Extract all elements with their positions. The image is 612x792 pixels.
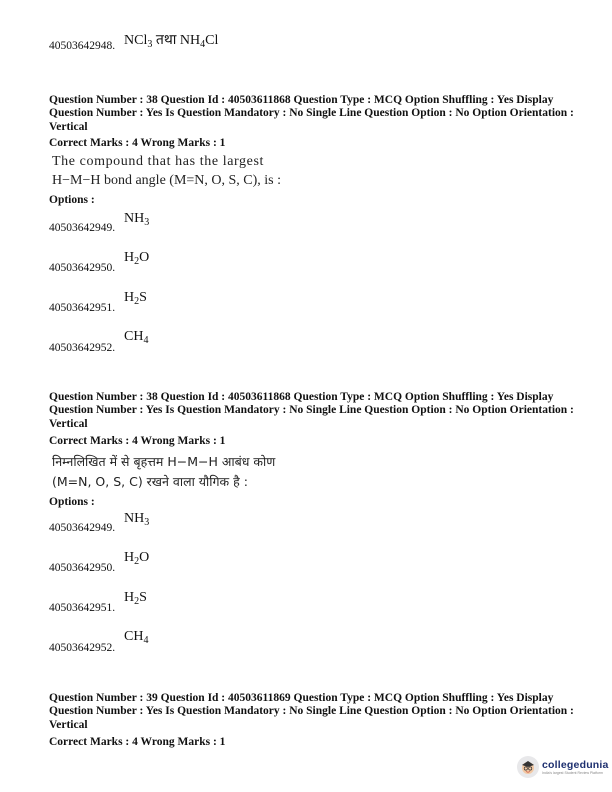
option-id: 40503642952. — [49, 342, 116, 354]
options-label: Options : — [49, 496, 95, 508]
option-formula: $NH_3$ — [124, 211, 150, 228]
option-id: 40503642948. — [49, 40, 116, 52]
question-stem: निम्नलिखित में से बृहत्तम H−M−H आबंध कोण (M=N, O, S, C) रखने वाला यौगिक है : — [52, 454, 276, 489]
option-formula: $CH_4$ — [124, 629, 149, 646]
option-id: 40503642952. — [49, 642, 116, 654]
question-header: Question Number : 39 Question Id : 40503611869 Question Type : MCQ Option Shuffling : Yes Display Question Number : Yes Is Question Mandatory : No Single Line Question Option : No Option Orientation : Vertical — [49, 692, 574, 731]
question-marks: Correct Marks : 4 Wrong Marks : 1 — [49, 137, 226, 149]
option-id: 40503642950. — [49, 262, 116, 274]
option-formula: $H_2O$ — [124, 250, 150, 267]
student-mascot-icon — [517, 756, 539, 778]
options-label: Options : — [49, 194, 95, 206]
logo-tagline: India's largest Student Review Platform — [542, 771, 603, 775]
question-marks: Correct Marks : 4 Wrong Marks : 1 — [49, 435, 226, 447]
option-formula: $NH_3$ — [124, 511, 150, 528]
question-header: Question Number : 38 Question Id : 40503611868 Question Type : MCQ Option Shuffling : Yes Display Question Number : Yes Is Question Mandatory : No Single Line Question Option : No Option Orientation : Vertical — [49, 391, 574, 430]
option-id: 40503642949. — [49, 222, 116, 234]
logo-name: collegedunia — [542, 759, 609, 771]
option-formula: NCl$_3$ तथा $NH_4Cl$ — [124, 33, 219, 50]
question-header: Question Number : 38 Question Id : 40503611868 Question Type : MCQ Option Shuffling : Yes Display Question Number : Yes Is Question Mandatory : No Single Line Question Option : No Option Orientation : Vertical — [49, 94, 574, 133]
option-id: 40503642951. — [49, 602, 116, 614]
option-formula: $CH_4$ — [124, 329, 149, 346]
option-id: 40503642949. — [49, 522, 116, 534]
collegedunia-logo — [517, 756, 609, 778]
option-id: 40503642951. — [49, 302, 116, 314]
option-formula: $H_2O$ — [124, 550, 150, 567]
option-id: 40503642950. — [49, 562, 116, 574]
question-stem: The compound that has the largest H−M−H bond angle (M=N, O, S, C), is : — [52, 154, 282, 188]
question-marks: Correct Marks : 4 Wrong Marks : 1 — [49, 736, 226, 748]
option-formula: $H_2S$ — [124, 590, 147, 607]
option-formula: $H_2S$ — [124, 290, 147, 307]
